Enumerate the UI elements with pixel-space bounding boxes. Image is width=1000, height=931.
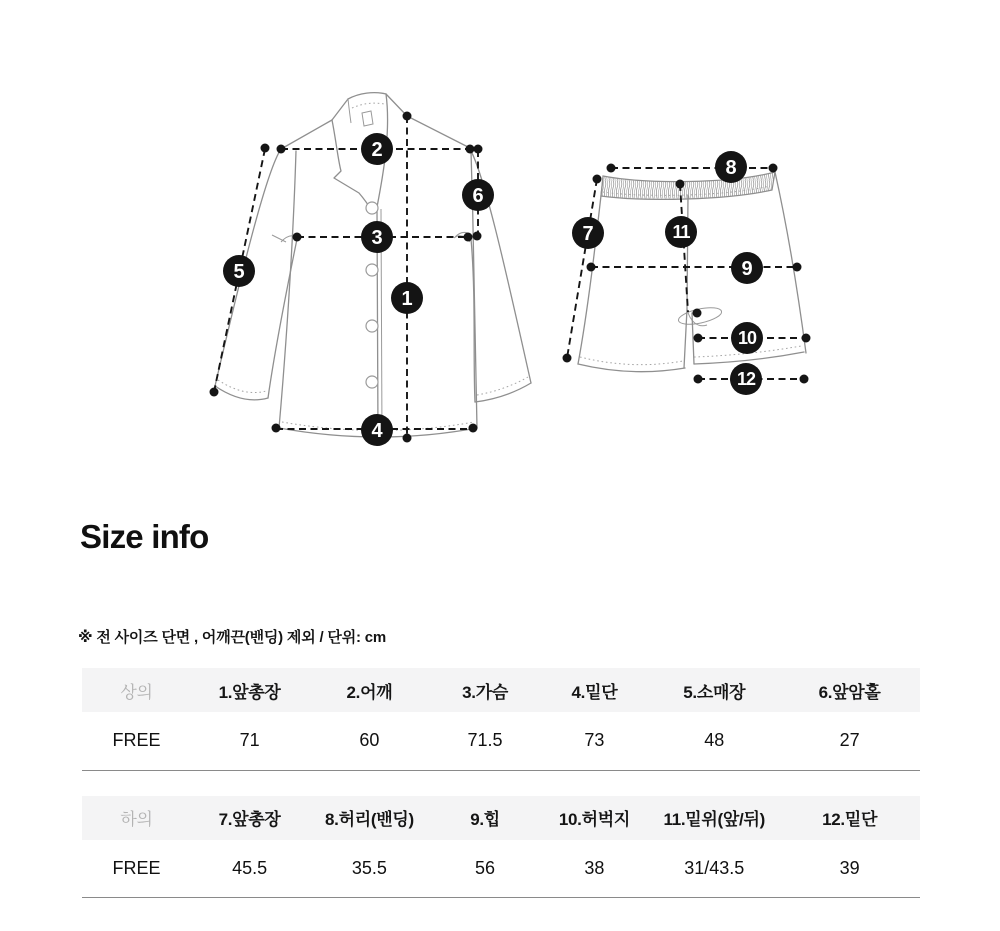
- header-cell: 7.앞총장: [218, 810, 281, 829]
- top-size-table: [82, 668, 920, 771]
- value-cell: 35.5: [351, 857, 387, 878]
- shirt-collar-loop: [362, 111, 373, 126]
- shorts-right-outseam: [775, 172, 806, 353]
- svg-text:4: 4: [371, 420, 383, 442]
- shorts-left-hem: [578, 364, 685, 372]
- header-cell: 9.힙: [470, 810, 500, 829]
- measure-badge-7: [572, 217, 604, 249]
- header-cell-bottom-label: 하의: [120, 810, 153, 829]
- shirt-collar-left-edge: [332, 99, 348, 120]
- bottom-table-header-row: [82, 796, 920, 840]
- shirt-right-cuff-stitch: [477, 377, 528, 395]
- shirt-left-lapel: [332, 120, 372, 211]
- measure-dot: [694, 375, 703, 384]
- size-label-cell: FREE: [112, 857, 161, 878]
- size-label-cell: FREE: [112, 730, 161, 751]
- value-cell: 48: [704, 730, 725, 751]
- bottom-table-free-row: [82, 840, 920, 898]
- measure-dot: [473, 232, 482, 241]
- measure-dot: [607, 164, 616, 173]
- header-cell: 2.어깨: [346, 682, 393, 702]
- measure-line-11: [680, 184, 688, 312]
- svg-text:2: 2: [371, 139, 383, 161]
- top-table-free-row: [82, 712, 920, 770]
- measure-dot: [210, 388, 219, 397]
- header-cell: 8.허리(밴딩): [325, 810, 414, 829]
- measure-badge-4: [361, 414, 393, 446]
- shirt-left-cuff-stitch: [218, 380, 266, 393]
- value-cell: 38: [584, 857, 605, 878]
- measure-badge-6: [462, 179, 494, 211]
- shorts-left-hem-stitch: [580, 357, 683, 365]
- value-cell: 45.5: [232, 857, 268, 878]
- measure-dot: [469, 424, 478, 433]
- measure-dot: [693, 309, 702, 318]
- measure-badge-11: [665, 216, 697, 248]
- measure-dot: [563, 354, 572, 363]
- measure-dot: [277, 145, 286, 154]
- measure-badge-5: [223, 255, 255, 287]
- top-table-header-row: [82, 668, 920, 712]
- size-note: ※ 전 사이즈 단면 , 어깨끈(밴딩) 제외 / 단위: cm: [78, 629, 387, 646]
- shirt-collar-right-fold: [386, 94, 407, 116]
- measure-badge-3: [361, 221, 393, 253]
- svg-text:1: 1: [401, 288, 413, 310]
- value-cell: 39: [839, 857, 860, 878]
- svg-text:7: 7: [582, 223, 594, 245]
- value-cell: 31/43.5: [684, 857, 745, 878]
- shirt-button: [366, 376, 378, 388]
- header-cell-top-label: 상의: [120, 682, 153, 702]
- svg-text:11: 11: [672, 222, 690, 242]
- header-cell: 5.소매장: [683, 682, 746, 702]
- shirt-right-cuff: [475, 383, 531, 402]
- svg-text:6: 6: [472, 185, 484, 207]
- measure-dot: [802, 334, 811, 343]
- measure-dot: [676, 180, 685, 189]
- measure-badge-10: [731, 322, 763, 354]
- value-cell: 60: [359, 730, 380, 751]
- svg-text:9: 9: [741, 258, 753, 280]
- measure-dot: [403, 112, 412, 121]
- measure-dot: [593, 175, 602, 184]
- header-cell: 10.허벅지: [558, 810, 630, 829]
- bottom-size-table: [82, 796, 920, 899]
- measure-badge-2: [361, 133, 393, 165]
- measure-dot: [403, 434, 412, 443]
- measure-dot: [793, 263, 802, 272]
- header-cell: 4.밑단: [571, 682, 618, 702]
- shirt-collar-inner-line: [348, 99, 351, 123]
- svg-text:3: 3: [371, 227, 383, 249]
- measure-dot: [474, 145, 483, 154]
- value-cell: 71.5: [467, 730, 503, 751]
- header-cell: 11.밑위(앞/뒤): [663, 810, 765, 829]
- measure-dot: [466, 145, 475, 154]
- header-cell: 1.앞총장: [218, 682, 281, 702]
- measure-badge-9: [731, 252, 763, 284]
- shirt-left-cuff: [215, 386, 268, 400]
- measure-dot: [694, 334, 703, 343]
- shirt-left-shoulder-seam: [281, 120, 332, 149]
- header-cell: 6.앞암홀: [818, 682, 881, 702]
- measure-badge-8: [715, 151, 747, 183]
- shirt-button: [366, 320, 378, 332]
- measure-dot: [587, 263, 596, 272]
- value-cell: 56: [475, 857, 496, 878]
- value-cell: 73: [584, 730, 605, 751]
- svg-text:12: 12: [736, 369, 756, 389]
- measure-dot: [272, 424, 281, 433]
- pajama-shorts-illustration: [578, 172, 806, 372]
- value-cell: 27: [839, 730, 860, 751]
- shirt-collar-stitch: [352, 103, 384, 108]
- shirt-right-shoulder-seam: [407, 116, 470, 148]
- svg-text:5: 5: [233, 261, 245, 283]
- shirt-button: [366, 264, 378, 276]
- measure-dot: [800, 375, 809, 384]
- page-title: Size info: [80, 518, 209, 555]
- header-cell: 12.밑단: [822, 810, 878, 829]
- size-tables: [82, 668, 920, 898]
- svg-text:10: 10: [737, 328, 757, 348]
- measure-dot: [261, 144, 270, 153]
- shirt-collar-top: [348, 93, 386, 99]
- shirt-button: [366, 202, 378, 214]
- measure-dot: [464, 233, 473, 242]
- shirt-right-sleeve-inner: [471, 239, 475, 402]
- measure-dot: [769, 164, 778, 173]
- header-cell: 3.가슴: [462, 682, 508, 702]
- measure-dot: [293, 233, 302, 242]
- measure-badge-12: [730, 363, 762, 395]
- shirt-left-sleeve-inner: [268, 239, 297, 398]
- shorts-left-leg-inner: [684, 309, 687, 368]
- measure-badge-1: [391, 282, 423, 314]
- svg-text:8: 8: [725, 157, 737, 179]
- value-cell: 71: [239, 730, 260, 751]
